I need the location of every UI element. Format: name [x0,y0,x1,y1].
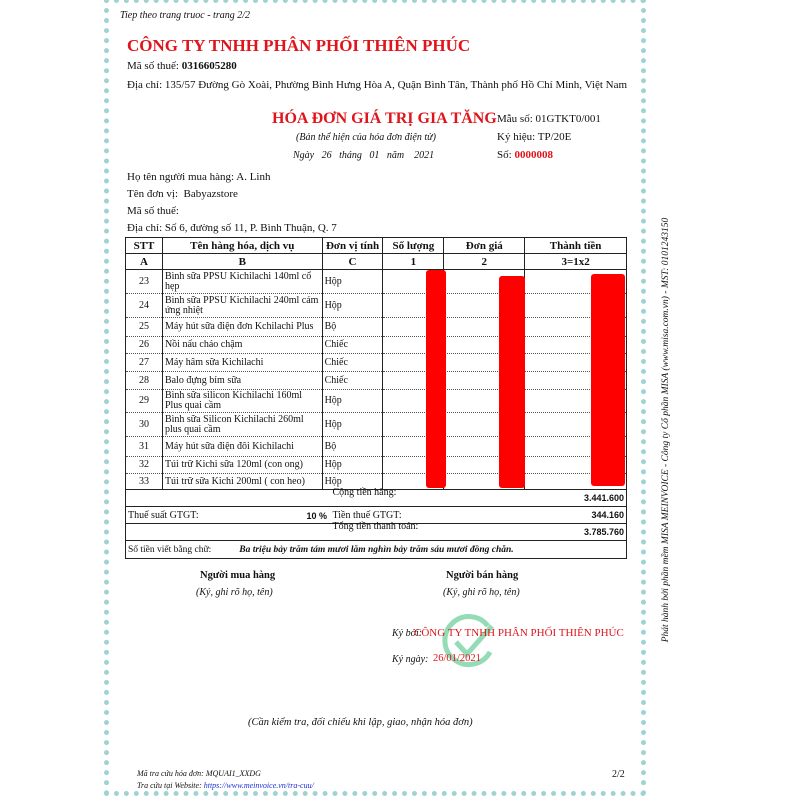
check-note: (Cần kiểm tra, đối chiếu khi lập, giao, nhận hóa đơn) [248,717,473,728]
table-row [126,390,627,413]
subtotal-value: 3.441.600 [583,493,624,503]
table-row [126,372,627,390]
words-label: Số tiền viết bằng chữ: [128,544,212,555]
seller-tax [127,60,237,72]
table-row [126,337,627,354]
cell-name: Bình sữa PPSU Kichilachi 140ml cổ hẹp [162,270,322,294]
seller-sign-hint: (Ký, ghi rõ họ, tên) [443,587,520,598]
cell-name: Bình sữa Silicon Kichilachi 260ml plus quai cầm [162,413,322,437]
redaction-quantity [426,270,446,488]
column-header: Tên hàng hóa, dịch vụ [162,238,322,254]
cell-stt: 24 [126,294,163,318]
invoice-subtitle: (Bản thể hiện của hóa đơn điện tử) [296,132,436,143]
cell-unit: Hộp [322,413,383,437]
signed-date-label: Ký ngày: [392,654,429,665]
cell-unit: Chiếc [322,337,383,354]
label: Địa chỉ: [127,79,163,91]
form-number [497,113,601,125]
label: Mã số thuế: [127,60,179,72]
cell-stt: 27 [126,354,163,372]
publisher-note: Phát hành bởi phần mềm MISA MEINVOICE - Công ty Cổ phần MISA (www.misa.com.vn) - MST: 0101243150 [661,217,671,643]
subtotal-row [126,490,627,507]
column-code: 1 [383,254,444,270]
lookup-link[interactable]: https://www.meinvoice.vn/tra-cuu/ [203,781,314,790]
cell-unit: Hộp [322,457,383,474]
value: A. Linh [236,171,271,183]
cell-name: Bình sữa PPSU Kichilachi 240ml cảm ứng nhiệt [162,294,322,318]
seller-address [127,79,627,91]
cell-name: Bình sữa silicon Kichilachi 160ml Plus quai cầm [162,390,322,413]
signed-by-label: Ký bởi: [392,628,423,639]
words-value: Ba triệu bảy trăm tám mươi lăm nghìn bảy trăm sáu mươi đồng chẵn. [239,544,514,555]
page-number: 2/2 [612,769,625,780]
cell-name: Túi trữ Kichi sữa 120ml (con ong) [162,457,322,474]
column-code: B [162,254,322,270]
label: Họ tên người mua hàng: [127,171,235,183]
label: Ký hiệu: [497,131,536,143]
table-row [126,354,627,372]
label: Mẫu số: [497,113,533,125]
invoice-number [497,149,553,161]
cell-unit: Chiếc [322,354,383,372]
cell-unit: Hộp [322,270,383,294]
vat-rate-label: Thuế suất GTGT: [128,509,199,521]
cell-unit: Hộp [322,474,383,490]
vat-label: Tiền thuế GTGT: [332,509,402,521]
cell-stt: 29 [126,390,163,413]
table-row [126,457,627,474]
table-row [126,270,627,294]
column-header: STT [126,238,163,254]
cell-stt: 26 [126,337,163,354]
cell-name: Máy hâm sữa Kichilachi [162,354,322,372]
buyer-sign-title: Người mua hàng [200,570,276,581]
column-code: 3=1x2 [525,254,627,270]
buyer-name [127,171,271,183]
table-row [126,413,627,437]
buyer-sign-hint: (Ký, ghi rõ họ, tên) [196,587,273,598]
column-header: Thành tiền [525,238,627,254]
redaction-amount [591,274,625,486]
column-header: Số lượng [383,238,444,254]
cell-stt: 33 [126,474,163,490]
vat-rate-value: 10 % [306,510,328,521]
cell-stt: 23 [126,270,163,294]
cell-unit: Hộp [322,294,383,318]
invoice-symbol [497,131,571,143]
redaction-unit-price [499,276,525,488]
cell-stt: 31 [126,437,163,457]
cell-stt: 32 [126,457,163,474]
header-row [126,238,627,254]
seller-name: CÔNG TY TNHH PHÂN PHỐI THIÊN PHÚC [127,36,471,55]
subtotal-label: Cộng tiền hàng: [332,487,397,498]
total-row [126,524,627,541]
seller-address-value: 135/57 Đường Gò Xoài, Phường Bình Hưng Hòa A, Quận Bình Tân, Thành phố Hồ Chí Minh, Việt Nam [164,79,628,91]
value: Số 6, đường số 11, P. Bình Thuận, Q. 7 [164,222,337,234]
amount-words-row [126,541,627,559]
label: Tên đơn vị: [127,188,179,200]
vat-value: 344.160 [591,509,624,520]
signed-by-value: CÔNG TY TNHH PHÂN PHỐI THIÊN PHÚC [414,627,624,639]
cell-unit: Bộ [322,437,383,457]
cell-name: Nồi nấu cháo chậm [162,337,322,354]
label: Số: [497,149,512,161]
cell-stt: 25 [126,318,163,337]
label: Địa chỉ: [127,222,163,234]
cell-name: Máy hút sữa điện đôi Kichilachi [162,437,322,457]
seller-sign-title: Người bán hàng [446,570,519,581]
cell-stt: 28 [126,372,163,390]
table-row [126,437,627,457]
code-row [126,254,627,270]
table-row [126,294,627,318]
column-code: 2 [444,254,525,270]
signed-date-value: 26/01/2021 [433,653,481,664]
value: 0000008 [514,149,553,161]
buyer-address [127,222,337,234]
continuation-note: Tiep theo trang truoc - trang 2/2 [120,10,250,21]
cell-name: Máy hút sữa điện đơn Kchilachi Plus [162,318,322,337]
buyer-unit [127,188,238,200]
table-row [126,318,627,337]
cell-unit: Bộ [322,318,383,337]
column-code: C [322,254,383,270]
column-code: A [126,254,163,270]
cell-name: Balo đựng bỉm sữa [162,372,322,390]
column-header: Đơn vị tính [322,238,383,254]
cell-unit: Hộp [322,390,383,413]
lookup-code: Mã tra cứu hóa đơn: MQUAI1_XXDG [137,769,261,778]
cell-unit: Chiếc [322,372,383,390]
buyer-tax: Mã số thuế: [127,205,179,217]
value: 01GTKT0/001 [535,113,601,125]
invoice-title: HÓA ĐƠN GIÁ TRỊ GIA TĂNG [272,110,497,127]
invoice-date: Ngày 26 tháng 01 năm 2021 [293,150,435,161]
lookup-website [137,781,314,790]
total-value: 3.785.760 [583,527,624,537]
cell-stt: 30 [126,413,163,437]
seller-tax-code: 0316605280 [181,60,237,72]
column-header: Đơn giá [444,238,525,254]
label: Tra cứu tại Website: [137,781,202,790]
items-table [125,237,627,559]
value: TP/20E [537,131,572,143]
value: Babyazstore [183,188,238,200]
total-label: Tổng tiền thanh toán: [332,521,419,532]
cell-name: Túi trữ sữa Kichi 200ml ( con heo) [162,474,322,490]
